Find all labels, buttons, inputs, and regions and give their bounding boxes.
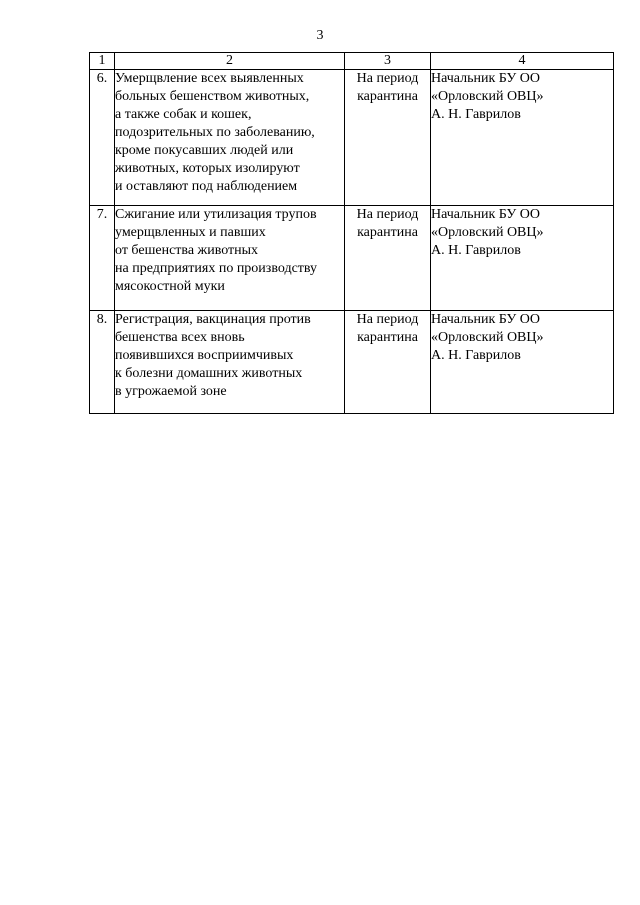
column-header-1: 1 — [90, 53, 115, 70]
row-number: 8. — [90, 311, 115, 414]
period-line: карантина — [357, 89, 418, 104]
table-row — [90, 206, 614, 311]
responsible-line: Начальник БУ ОО — [431, 71, 540, 86]
responsible-cell — [431, 206, 614, 311]
measure-line: появившихся восприимчивых — [115, 348, 294, 363]
column-header-2: 2 — [115, 53, 345, 70]
measure-line: Умерщвление всех выявленных — [115, 71, 304, 86]
period-line: карантина — [357, 225, 418, 240]
period-cell — [345, 70, 431, 206]
row-number: 7. — [90, 206, 115, 311]
measure-line: Сжигание или утилизация трупов — [115, 207, 317, 222]
table-row — [90, 311, 614, 414]
column-header-4: 4 — [431, 53, 614, 70]
measure-line: от бешенства животных — [115, 243, 259, 258]
measure-description — [115, 70, 345, 206]
responsible-line: А. Н. Гаврилов — [431, 243, 521, 258]
responsible-line: А. Н. Гаврилов — [431, 348, 521, 363]
responsible-cell — [431, 70, 614, 206]
page-number: 3 — [316, 28, 324, 43]
period-line: На период — [356, 207, 419, 222]
table-header-row — [90, 53, 614, 70]
measure-line: к болезни домашних животных — [115, 366, 303, 381]
responsible-line: «Орловский ОВЦ» — [431, 225, 544, 240]
measure-line: Регистрация, вакцинация против — [115, 312, 311, 327]
period-line: карантина — [357, 330, 418, 345]
measure-line: на предприятиях по производству — [115, 261, 318, 276]
responsible-line: А. Н. Гаврилов — [431, 107, 521, 122]
column-header-3: 3 — [345, 53, 431, 70]
responsible-line: «Орловский ОВЦ» — [431, 89, 544, 104]
responsible-line: «Орловский ОВЦ» — [431, 330, 544, 345]
period-line: На период — [356, 71, 419, 86]
table-row — [90, 70, 614, 206]
period-line: На период — [356, 312, 419, 327]
responsible-line: Начальник БУ ОО — [431, 312, 540, 327]
measure-line: бешенства всех вновь — [115, 330, 245, 345]
measure-line: в угрожаемой зоне — [115, 384, 227, 399]
measure-line: больных бешенством животных, — [115, 89, 310, 104]
measures-table — [89, 52, 614, 414]
measure-line: умерщвленных и павших — [115, 225, 266, 240]
responsible-cell — [431, 311, 614, 414]
measure-line: мясокостной муки — [115, 279, 225, 294]
measure-line: кроме покусавших людей или — [115, 143, 294, 158]
measure-line: и оставляют под наблюдением — [115, 179, 298, 194]
row-number: 6. — [90, 70, 115, 206]
period-cell — [345, 206, 431, 311]
measure-description — [115, 206, 345, 311]
measure-line: животных, которых изолируют — [115, 161, 300, 176]
period-cell — [345, 311, 431, 414]
measure-description — [115, 311, 345, 414]
measure-line: а также собак и кошек, — [115, 107, 252, 122]
measure-line: подозрительных по заболеванию, — [115, 125, 315, 140]
responsible-line: Начальник БУ ОО — [431, 207, 540, 222]
